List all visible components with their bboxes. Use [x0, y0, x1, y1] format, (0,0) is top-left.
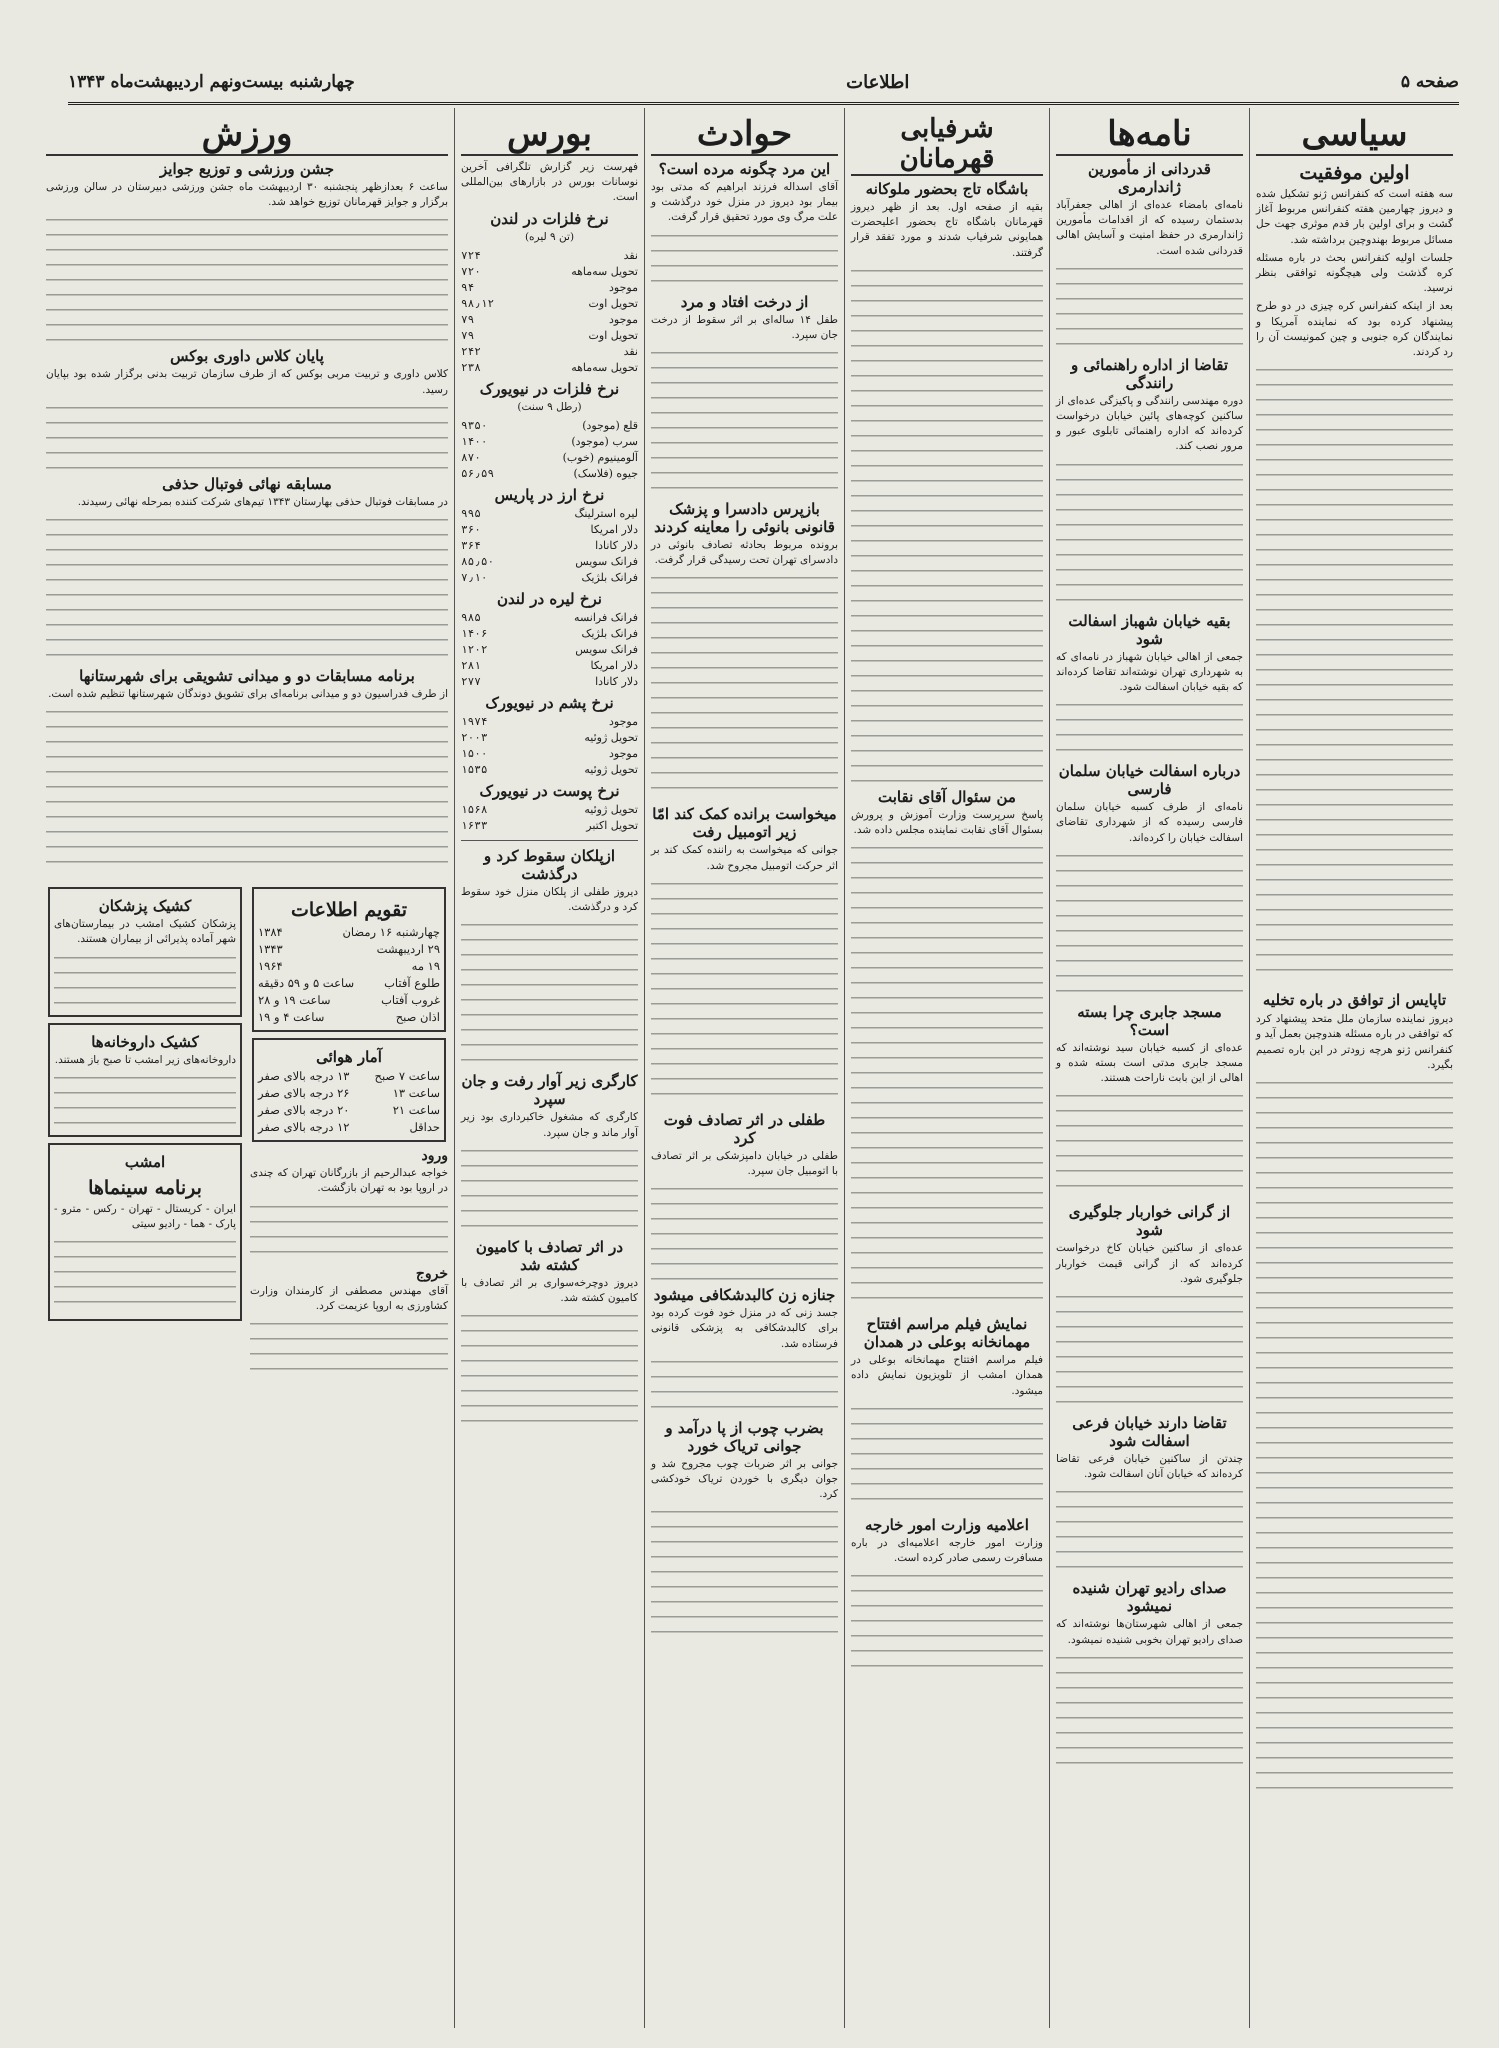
text-block [46, 513, 448, 663]
article-text: پزشکان کشیک امشب در بیمارستان‌های شهر آماده پذیرائی از بیماران هستند. [54, 918, 236, 946]
clinic-box [48, 887, 242, 1016]
row-label: تحویل سه‌ماهه [571, 264, 638, 278]
text-block [651, 1505, 838, 1645]
table-title: نرخ فلزات در لندن [490, 209, 609, 228]
article-text: داروخانه‌های زیر امشب تا صبح باز هستند. [54, 1053, 236, 1066]
row-label: تحویل سه‌ماهه [571, 360, 638, 374]
article-text: کارگری که مشغول خاکبرداری بود زیر آوار ماند و جان سپرد. [461, 1111, 638, 1139]
text-block [1056, 1485, 1243, 1575]
row-value: ۷٫۱۰ [461, 571, 488, 585]
section-title: ورزش [46, 114, 448, 156]
calendar-rows [258, 924, 440, 1026]
row-value: ۲۳۸ [461, 360, 481, 374]
article-text: وزارت امور خارجه اعلامیه‌ای در باره مسافرت رسمی صادر کرده است. [851, 1536, 1043, 1565]
article-text: سه هفته است که کنفرانس ژنو تشکیل شده و دیروز چهارمین هفته کنفرانس مربوط آغاز گشت و برای اولین بار قدم موثری جهت حل مسائل مربوط بهندوچین برداشته شد. [1256, 188, 1453, 246]
article-text: آقای اسداله فرزند ابراهیم که مدتی بود بیمار بود دیروز در منزل خود درگذشت و علت مرگ وی مورد تحقیق قرار گرفت. [651, 181, 838, 224]
section-title: نامه‌ها [1056, 114, 1243, 156]
row-value: ۱۶۳۳ [461, 819, 488, 833]
calendar-box [252, 887, 446, 1032]
headline: پایان کلاس داوری بوکس [170, 347, 324, 366]
text-block [46, 401, 448, 471]
text-block [250, 1317, 448, 1377]
row-label: قلع (موجود) [582, 419, 638, 433]
row-value: ۹۴ [461, 280, 475, 294]
row-value: ۳۶۰ [461, 523, 481, 537]
data-row [461, 264, 638, 280]
row-value: ساعت ۱۹ و ۲۸ [258, 993, 331, 1008]
data-row [461, 280, 638, 296]
text-block [1256, 1076, 1453, 1796]
text-block [54, 1235, 236, 1315]
article-text: دوره مهندسی رانندگی و پاکیزگی عده‌ای از ساکنین کوچه‌های پائین خیابان درخواست کرده‌اند که اداره راهنمائی تابلوی عبور و مرور نصب کند. [1056, 394, 1243, 453]
text-block [1056, 1290, 1243, 1410]
row-value: ۷۲۴ [461, 248, 481, 262]
row-label: تحویل اکتبر [586, 819, 638, 833]
text-block [1256, 363, 1453, 983]
article-text: از طرف فدراسیون دو و میدانی برنامه‌ای برای تشویق دوندگان شهرستانها تنظیم شده است. [48, 688, 448, 701]
row-value: ۱۲ درجه بالای صفر [258, 1120, 350, 1135]
article-text: برونده مربوط بحادثه تصادف بانوئی در دادسرای تهران تحت رسیدگی قرار گرفت. [651, 539, 838, 567]
row-value: ۹۸٫۱۲ [461, 296, 495, 310]
data-row [461, 296, 638, 312]
row-label: چهارشنبه ۱۶ رمضان [342, 925, 440, 940]
row-value: ۹۳۵۰ [461, 419, 488, 433]
article-text: بعد از اینکه کنفرانس کره چیزی در دو طرح پیشنهاد کرده بود که نماینده آمریکا و نمایندگان کره جنوبی و چین کمونیست آن را رد کردند. [1256, 300, 1453, 359]
data-row [258, 1119, 440, 1136]
article-text: پاسخ سرپرست وزارت آموزش و پرورش بسئوال آقای نقابت نماینده مجلس داده شد. [851, 808, 1043, 837]
article-text: عده‌ای از کسبه خیابان سید نوشته‌اند که مسجد جابری مدتی است بسته شده و اهالی از این بابت ناراحت هستند. [1056, 1041, 1243, 1085]
row-label: فرانک فرانسه [574, 611, 638, 625]
article-text: جسد زنی که در منزل خود فوت کرده بود برای کالبدشکافی به پزشکی قانونی فرستاده شد. [651, 1307, 838, 1350]
headline: درباره اسفالت خیابان سلمان فارسی [1058, 762, 1241, 799]
bottom-boxes [46, 881, 448, 1377]
row-label: دلار امریکا [590, 523, 638, 537]
text-block [1056, 1089, 1243, 1199]
row-value: ۲۷۷ [461, 675, 481, 689]
row-label: دلار کانادا [595, 539, 638, 553]
row-label: طلوع آفتاب [384, 976, 440, 991]
article-text: کلاس داوری و تربیت مربی بوکس که از طرف سازمان تربیت بدنی برگزار شده بود بپایان رسید. [46, 368, 448, 396]
row-value: ۱۹۶۴ [258, 959, 283, 974]
arrivals-title: ورود [421, 1148, 448, 1165]
row-label: غروب آفتاب [381, 993, 440, 1008]
page-header [68, 62, 1459, 105]
article-text: طفلی در خیابان دامپزشکی بر اثر تصادف با اتومبیل جان سپرد. [651, 1149, 838, 1178]
section-title: حوادث [651, 114, 838, 156]
table-unit: (رطل ۹ سنت) [517, 400, 582, 413]
price-table [461, 802, 638, 834]
row-value: ۱۳۴۳ [258, 942, 283, 957]
cinema-subtitle: امشب [124, 1152, 166, 1171]
headline: این مرد چگونه مرده است؟ [658, 160, 831, 178]
headline: میخواست برانده کمک کند امّا زیر اتومبیل رفت [652, 805, 837, 842]
text-block [250, 1200, 448, 1260]
headline: برنامه مسابقات دو و میدانی تشویقی برای شهرستانها [79, 667, 415, 686]
issue-date: چهارشنبه بیست‌و‌نهم اردیبهشت‌ماه ۱۳۴۳ [68, 72, 355, 92]
headline: تقاضا از اداره راهنمائی و رانندگی [1070, 355, 1229, 392]
table-title: نرخ پوست در نیویورک [479, 782, 620, 801]
article-text: ایران - کریستال - تهران - رکس - مترو - پارک - هما - رادیو سیتی [54, 1202, 236, 1231]
services-column [46, 881, 244, 1377]
data-row [461, 570, 638, 586]
text-block [651, 1355, 838, 1415]
row-value: ۱۴۰۶ [461, 627, 488, 641]
columns [40, 108, 1459, 2028]
text-block [461, 1144, 638, 1234]
row-value: ۲۴۲ [461, 344, 481, 358]
row-value: ۲۸۱ [461, 659, 481, 673]
weather-box [252, 1038, 446, 1142]
headline: اعلامیه وزارت امور خارجه [865, 1515, 1029, 1534]
row-value: ۸۷۰ [461, 451, 481, 465]
row-value: ۱۵۶۸ [461, 803, 488, 817]
row-label: لیره استرلینگ [574, 507, 638, 521]
row-label: نقد [623, 344, 638, 358]
article-text: دیروز دوچرخه‌سواری بر اثر تصادف با کامیون کشته شد. [461, 1276, 638, 1305]
data-row [461, 746, 638, 762]
row-value: ۹۹۵ [461, 507, 481, 521]
row-label: حداقل [409, 1120, 440, 1135]
table-title: نرخ لیره در لندن [497, 590, 602, 609]
price-table [461, 610, 638, 690]
row-value: ۱۵۰۰ [461, 747, 488, 761]
text-block [851, 1569, 1043, 1679]
cinema-box [48, 1143, 242, 1321]
headline: کارگری زیر آوار رفت و جان سپرد [461, 1072, 638, 1109]
column-bourse [454, 108, 644, 2028]
data-row [461, 538, 638, 554]
article-text: دیروز طفلی از پلکان منزل خود سقوط کرد و درگذشت. [461, 886, 638, 914]
column-sports [40, 108, 454, 2028]
article-text: دیروز نماینده سازمان ملل متحد پیشنهاد کرد که توافقی در باره مسئله هندوچین بعمل آید و کنفرانس ژنو هرچه زودتر در این باره تصمیم بگیرد. [1256, 1013, 1453, 1071]
row-value: ساعت ۵ و ۵۹ دقیقه [258, 976, 355, 991]
subheadline: تاپایس از توافق در باره تخلیه [1262, 991, 1447, 1010]
divider [461, 840, 638, 841]
row-value: ساعت ۴ و ۱۹ [258, 1010, 325, 1025]
data-row [258, 1068, 440, 1085]
headline: باشگاه تاج بحضور ملوکانه [865, 180, 1029, 198]
row-label: ۲۹ اردیبهشت [376, 942, 440, 957]
article-text: جمعی از اهالی خیابان شهباز در نامه‌ای که به شهرداری تهران نوشته‌اند تقاضا کرده‌اند که بقیه خیابان اسفالت شود. [1056, 650, 1243, 694]
data-row [461, 312, 638, 328]
row-label: نقد [623, 248, 638, 262]
section-title: شرفیابی قهرمانان [851, 114, 1043, 176]
data-row [461, 626, 638, 642]
text-block [461, 918, 638, 1068]
price-table [461, 248, 638, 376]
section-title: سیاسی [1256, 114, 1453, 156]
headline: از درخت افتاد و مرد [680, 292, 809, 311]
headline: قدردانی از مأمورین ژاندارمری [1088, 160, 1211, 196]
pharmacy-box [48, 1023, 242, 1137]
headline: صدای رادیو تهران شنیده نمیشود [1072, 1579, 1227, 1616]
data-row [258, 958, 440, 975]
headline: از گرانی خواربار جلوگیری شود [1068, 1203, 1231, 1240]
article-text: بقیه از صفحه اول. بعد از ظهر دیروز قهرمانان باشگاه تاج بحضور اعلیحضرت همایونی شرفیاب شدند و مورد تفقد قرار گرفتند. [851, 201, 1043, 259]
data-row [461, 642, 638, 658]
headline: در اثر تصادف با کامیون کشته شد [475, 1237, 624, 1274]
article-text: طفل ۱۴ ساله‌ای بر اثر سقوط از درخت جان سپرد. [651, 313, 838, 341]
data-row [461, 674, 638, 690]
row-value: ۱۴۰۰ [461, 435, 488, 449]
row-label: دلار امریکا [590, 659, 638, 673]
data-row [461, 714, 638, 730]
section-title: بورس [461, 114, 638, 156]
row-value: ۹۸۵ [461, 611, 481, 625]
data-row [461, 360, 638, 376]
row-label: ۱۹ مه [411, 959, 440, 974]
table-title: نرخ فلزات در نیویورک [479, 379, 620, 398]
article-text: جمعی از اهالی شهرستان‌ها نوشته‌اند که صدای رادیو تهران بخوبی شنیده نمیشود. [1056, 1618, 1243, 1646]
data-row [461, 730, 638, 746]
article-text: در مسابقات فوتبال حذفی بهارستان ۱۳۴۳ تیم‌های شرکت کننده بمرحله نهائی رسیدند. [77, 495, 448, 508]
price-table [461, 714, 638, 778]
data-row [461, 818, 638, 834]
article-text: چندتن از ساکنین خیابان فرعی تقاضا کرده‌اند که خیابان آنان اسفالت شود. [1056, 1453, 1243, 1481]
cinema-title: برنامه سینماها [88, 1176, 202, 1199]
row-value: ۲۶ درجه بالای صفر [258, 1086, 350, 1101]
text-block [461, 1309, 638, 1429]
data-row [461, 434, 638, 450]
row-value: ۲۰ درجه بالای صفر [258, 1103, 350, 1118]
text-block [1056, 1651, 1243, 1771]
text-block [1056, 262, 1243, 352]
article-text: فهرست زیر گزارش تلگرافی آخرین نوسانات بورس در بازارهای بین‌المللی است. [461, 161, 638, 204]
row-label: موجود [609, 312, 638, 326]
table-title: نرخ پشم در نیویورک [485, 694, 614, 713]
article-text: عده‌ای از ساکنین خیابان کاخ درخواست کرده‌اند که از گرانی قیمت خواربار جلوگیری شود. [1056, 1242, 1243, 1285]
row-value: ۸۵٫۵۰ [461, 555, 495, 569]
text-block [1056, 698, 1243, 758]
row-value: ۷۹ [461, 328, 475, 342]
paper-name: اطلاعات [846, 71, 910, 93]
headline: نمایش فیلم مراسم افتتاح مهمانخانه بوعلی در همدان [863, 1315, 1031, 1352]
row-label: ساعت ۷ صبح [374, 1069, 440, 1084]
table-unit: (تن ۹ لیره) [524, 230, 575, 243]
column-events [644, 108, 844, 2028]
data-row [461, 344, 638, 360]
data-row [461, 418, 638, 434]
row-label: اذان صبح [395, 1010, 440, 1025]
text-block [651, 571, 838, 801]
headline: بقیه خیابان شهباز اسفالت شود [1068, 611, 1231, 648]
column-letters [1049, 108, 1249, 2028]
row-value: ۱۲۰۲ [461, 643, 488, 657]
pharmacy-title: کشیک داروخانه‌ها [91, 1032, 199, 1051]
row-value: ۱۵۳۵ [461, 763, 488, 777]
row-value: ۱۳۸۴ [258, 925, 283, 940]
row-value: ۳۶۴ [461, 539, 481, 553]
headline: بضرب چوب از پا درآمد و جوانی تریاک خورد [665, 1418, 824, 1455]
data-row [258, 1085, 440, 1102]
column-heroes [844, 108, 1049, 2028]
headline: اولین موفقیت [1299, 162, 1410, 184]
text-block [46, 213, 448, 343]
data-row [461, 450, 638, 466]
text-block [651, 229, 838, 289]
text-block [46, 705, 448, 875]
text-block [54, 951, 236, 1011]
data-row [461, 328, 638, 344]
text-block [651, 346, 838, 496]
data-row [258, 1102, 440, 1119]
headline: من سئوال آقای نقابت [878, 787, 1016, 806]
headline: جنازه زن کالبدشکافی میشود [653, 1286, 836, 1305]
data-row [258, 1009, 440, 1026]
article-text: نامه‌ای از طرف کسبه خیابان سلمان فارسی رسیده که از شهرداری تقاضای اسفالت خیابان را کرده‌اند. [1056, 801, 1243, 844]
headline: مسابقه نهائی فوتبال حذفی [162, 474, 332, 493]
article-text: جلسات اولیه کنفرانس بحث در باره مسئله کره گذشت ولی هیچگونه توافقی بنظر نرسید. [1256, 251, 1453, 295]
headline: مسجد جابری چرا بسته است؟ [1077, 1002, 1222, 1039]
row-label: تحویل ژوئیه [584, 731, 638, 745]
text-block [851, 264, 1043, 784]
weather-title: آمار هوائی [316, 1048, 382, 1067]
row-label: موجود [609, 715, 638, 729]
data-row [258, 941, 440, 958]
clinic-title: کشیک پزشکان [98, 897, 192, 916]
row-label: سرب (موجود) [571, 435, 638, 449]
article-text: ساعت ۶ بعدازظهر پنجشنبه ۳۰ اردیبهشت ماه جشن ورزشی دبیرستان در سالن ورزشی برگزار و جوایز قهرمانان توزیع خواهد شد. [46, 181, 448, 209]
headline: جشن ورزشی و توزیع جوایز [160, 160, 334, 178]
data-row [258, 924, 440, 941]
price-table [461, 418, 638, 482]
headline: طفلی در اثر تصادف فوت کرد [663, 1110, 826, 1147]
text-block [851, 841, 1043, 1311]
row-label: فرانک بلژیک [581, 627, 638, 641]
article-text: فیلم مراسم افتتاح مهمانخانه بوعلی در همدان امشب از تلویزیون نمایش داده میشود. [851, 1354, 1043, 1397]
table-title: نرخ ارز در پاریس [494, 486, 605, 505]
data-row [461, 610, 638, 626]
data-row [461, 248, 638, 264]
page-number: صفحه ۵ [1400, 72, 1459, 92]
row-label: تحویل اوت [588, 328, 638, 342]
row-label: موجود [609, 747, 638, 761]
row-value: ۷۲۰ [461, 264, 481, 278]
text-block [1056, 849, 1243, 999]
row-label: ساعت ۲۱ [392, 1103, 440, 1118]
text-block [54, 1071, 236, 1131]
price-table [461, 506, 638, 586]
article-text: جوانی بر اثر ضربات چوب مجروح شد و جوان دیگری با خوردن تریاک خودکشی کرد. [651, 1457, 838, 1501]
row-value: ۲۰۰۳ [461, 731, 488, 745]
data-row [461, 802, 638, 818]
data-row [258, 975, 440, 992]
data-row [461, 506, 638, 522]
text-block [651, 877, 838, 1107]
data-row [461, 466, 638, 482]
text-block [1056, 458, 1243, 608]
row-label: جیوه (فلاسک) [573, 467, 638, 481]
row-label: ساعت ۱۳ [392, 1086, 440, 1101]
row-label: تحویل ژوئیه [584, 803, 638, 817]
article-text: خواجه عبدالرحیم از بازرگانان تهران که چندی در اروپا بود به تهران بازگشت. [250, 1167, 448, 1195]
weather-rows [258, 1068, 440, 1136]
row-value: ۱۳ درجه بالای صفر [258, 1069, 350, 1084]
text-block [651, 1182, 838, 1282]
row-label: موجود [609, 280, 638, 294]
text-block [851, 1402, 1043, 1512]
row-value: ۷۹ [461, 312, 475, 326]
data-row [461, 762, 638, 778]
row-label: دلار کانادا [595, 675, 638, 689]
row-label: آلومینیوم (خوب) [562, 451, 638, 465]
article-text: آقای مهندس مصطفی از کارمندان وزارت کشاورزی به اروپا عزیمت کرد. [250, 1284, 448, 1312]
row-value: ۱۹۷۴ [461, 715, 488, 729]
headline: تقاضا دارند خیابان فرعی اسفالت شود [1072, 1414, 1227, 1451]
headline: ازپلکان سقوط کرد و درگذشت [483, 847, 616, 884]
article-text: جوانی که میخواست به راننده کمک کند بر اثر حرکت اتومبیل مجروح شد. [651, 844, 838, 872]
headline: بازپرس دادسرا و پزشک قانونی بانوئی را معاینه کردند [654, 500, 835, 537]
calendar-column [250, 881, 448, 1377]
row-label: تحویل اوت [588, 296, 638, 310]
data-row [461, 522, 638, 538]
column-politics [1249, 108, 1459, 2028]
data-row [258, 992, 440, 1009]
data-row [461, 554, 638, 570]
article-text: نامه‌ای بامضاء عده‌ای از اهالی جعفرآباد بدستمان رسیده که از اقدامات مأمورین ژاندارمری در حفظ امنیت و آسایش اهالی قدردانی شده است. [1056, 199, 1243, 257]
row-label: فرانک سویس [575, 555, 638, 569]
row-label: تحویل ژوئیه [584, 763, 638, 777]
data-row [461, 658, 638, 674]
calendar-title: تقویم اطلاعات [290, 899, 407, 922]
row-label: فرانک بلژیک [581, 571, 638, 585]
row-label: فرانک سویس [575, 643, 638, 657]
row-value: ۵۶٫۵۹ [461, 467, 495, 481]
departures-title: خروج [415, 1265, 448, 1282]
